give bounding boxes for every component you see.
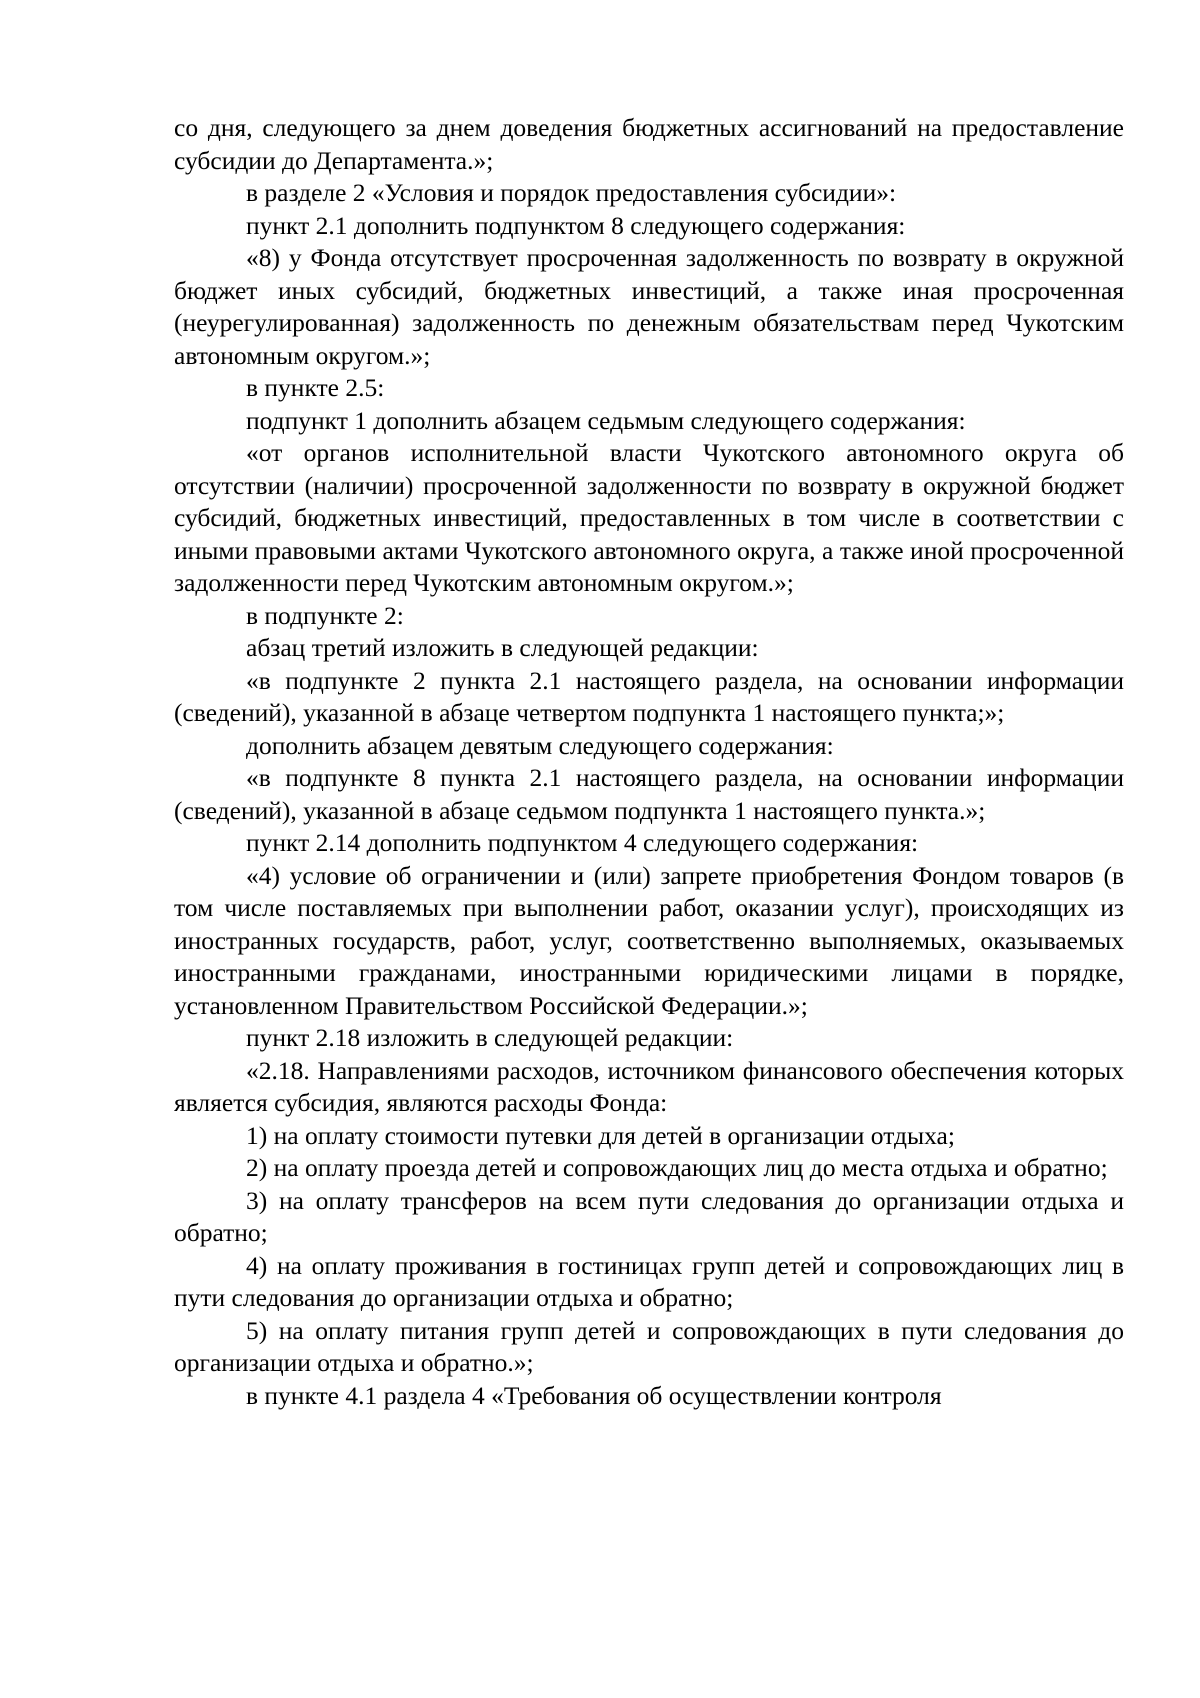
paragraph-item-2-1-amend: пункт 2.1 дополнить подпунктом 8 следующего содержания: — [246, 210, 906, 240]
paragraph-abzac-3-amend: абзац третий изложить в следующей редакции: — [246, 633, 759, 662]
paragraph-abzac-9-amend: дополнить абзацем девятым следующего содержания: — [246, 730, 834, 760]
paragraph-subitem-2: в подпункте 2: — [246, 600, 404, 630]
list-item-5: 5) на оплату питания групп детей и сопровождающих в пути следования до организации отдыха и обратно.»; — [174, 1315, 1124, 1377]
document-page — [174, 112, 1124, 1412]
paragraph-item-2-5: в пункте 2.5: — [246, 373, 385, 402]
list-item-4: 4) на оплату проживания в гостиницах групп детей и сопровождающих лиц в пути следования до организации отдыха и обратно; — [174, 1250, 1124, 1312]
list-item-3: 3) на оплату трансферов на всем пути следования до организации отдыха и обратно; — [174, 1185, 1124, 1247]
paragraph-abzac-7-text: «от органов исполнительной власти Чукотского автономного округа об отсутствии (наличии) просроченной задолженности по возврату в окружной бюджет субсидий, бюджетных инвестиций, предоставленных в том числе в соответствии с иными правовыми актами Чукотского автономного округа, а также иной просроченной задолженности перед Чукотским автономным округом.»; — [174, 438, 1124, 597]
paragraph-subitem-8-text: «8) у Фонда отсутствует просроченная задолженность по возврату в окружной бюджет иных субсидий, бюджетных инвестиций, а также иная просроченная (неурегулированная) задолженность по денежным обязательствам перед Чукотским автономным округом.»; — [174, 243, 1124, 370]
paragraph-item-2-18-amend: пункт 2.18 изложить в следующей редакции: — [246, 1023, 734, 1052]
paragraph-continuation: со дня, следующего за днем доведения бюджетных ассигнований на предоставление субсидии до Департамента.»; — [174, 113, 1124, 175]
paragraph-item-2-14-amend: пункт 2.14 дополнить подпунктом 4 следующего содержания: — [246, 828, 919, 857]
paragraph-item-2-18-text: «2.18. Направлениями расходов, источником финансового обеспечения которых является субсидия, являются расходы Фонда: — [174, 1055, 1124, 1117]
paragraph-subitem-4-text: «4) условие об ограничении и (или) запрете приобретения Фондом товаров (в том числе поставляемых при выполнении работ, оказании услуг), происходящих из иностранных государств, работ, услуг, соответственно выполняемых, оказываемых иностранными гражданами, иностранными юридическими лицами в порядке, установленном Правительством Российской Федерации.»; — [174, 860, 1124, 1020]
paragraph-section-2-heading: в разделе 2 «Условия и порядок предоставления субсидии»: — [246, 178, 897, 207]
list-item-1: 1) на оплату стоимости путевки для детей в организации отдыха; — [246, 1120, 955, 1150]
paragraph-item-4-1: в пункте 4.1 раздела 4 «Требования об осуществлении контроля — [246, 1380, 942, 1410]
paragraph-subitem-1-amend: подпункт 1 дополнить абзацем седьмым следующего содержания: — [246, 405, 966, 435]
list-item-2: 2) на оплату проезда детей и сопровождающих лиц до места отдыха и обратно; — [246, 1153, 1108, 1182]
paragraph-abzac-9-text: «в подпункте 8 пункта 2.1 настоящего раздела, на основании информации (сведений), указанной в абзаце седьмом подпункта 1 настоящего пункта.»; — [174, 763, 1124, 825]
paragraph-abzac-3-text: «в подпункте 2 пункта 2.1 настоящего раздела, на основании информации (сведений), указанной в абзаце четвертом подпункта 1 настоящего пункта;»; — [174, 665, 1124, 727]
